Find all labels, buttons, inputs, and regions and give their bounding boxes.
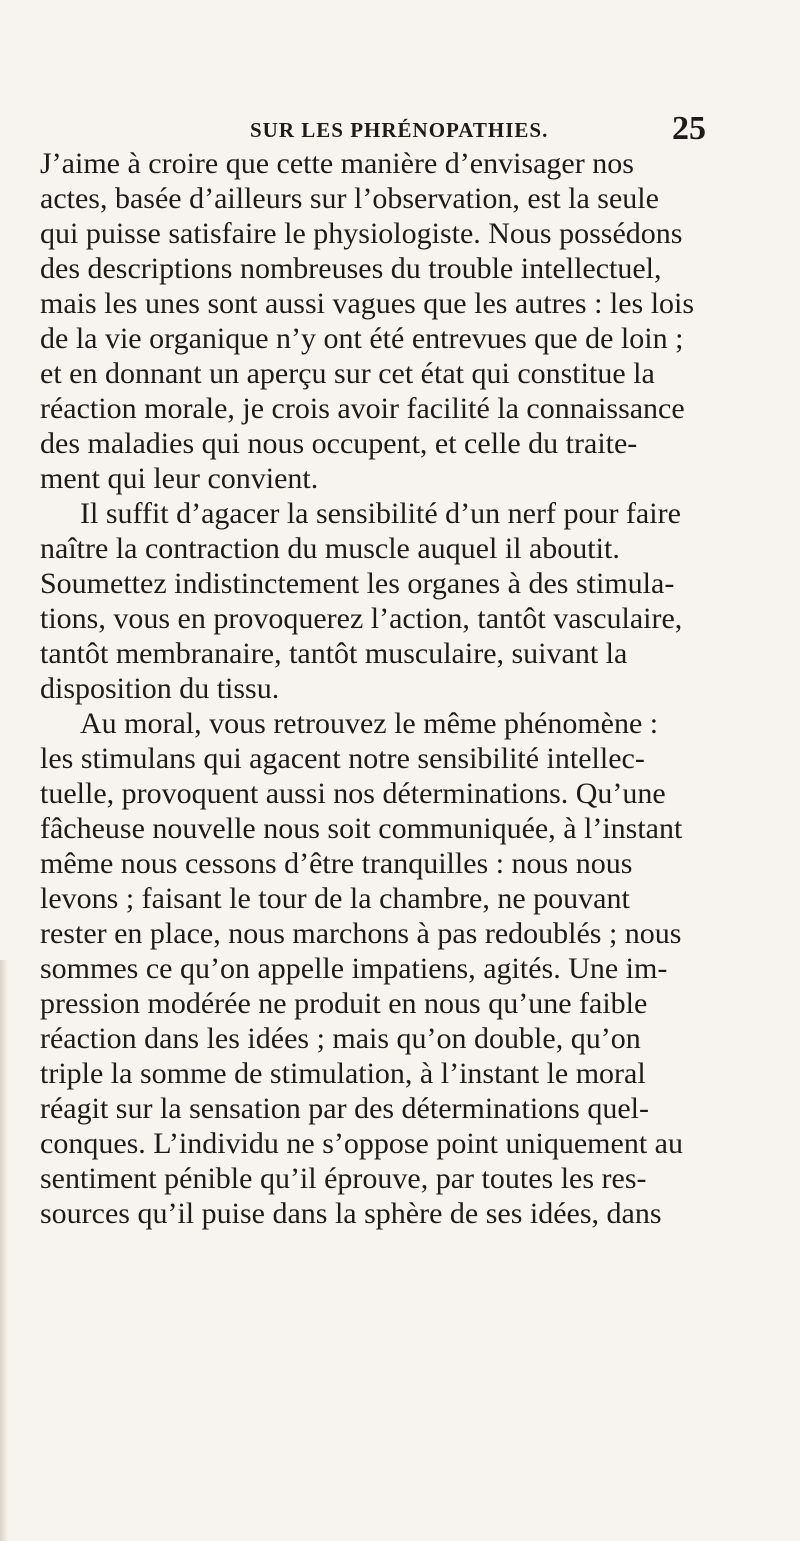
text-line: et en donnant un aperçu sur cet état qui constitue la [40,357,655,390]
text-line: disposition du tissu. [40,672,280,705]
text-line: triple la somme de stimulation, à l’instant le moral [40,1057,646,1090]
text-line: tantôt membranaire, tantôt musculaire, suivant la [40,637,628,670]
text-line: des maladies qui nous occupent, et celle du traite- [40,427,638,460]
page-number: 25 [672,110,706,147]
text-line: réaction morale, je crois avoir facilité la connaissance [40,392,685,425]
text-line: même nous cessons d’être tranquilles : nous nous [40,847,633,880]
text-line: de la vie organique n’y ont été entrevues que de loin ; [40,322,684,355]
text-line: sources qu’il puise dans la sphère de ses idées, dans [40,1197,662,1230]
text-line: pression modérée ne produit en nous qu’une faible [40,987,648,1020]
text-line: les stimulans qui agacent notre sensibilité intellec- [40,742,645,775]
text-line: Soumettez indistinctement les organes à des stimula- [40,567,675,600]
text-line: Il suffit d’agacer la sensibilité d’un nerf pour faire [80,497,681,530]
text-line: naître la contraction du muscle auquel il aboutit. [40,532,620,565]
text-line: rester en place, nous marchons à pas redoublés ; nous [40,917,682,950]
text-line: fâcheuse nouvelle nous soit communiquée, à l’instant [40,812,683,845]
text-line: des descriptions nombreuses du trouble intellectuel, [40,252,662,285]
running-title: SUR LES PHRÉNOPATHIES. [250,118,549,142]
text-line: Au moral, vous retrouvez le même phénomène : [80,707,659,740]
running-head [40,110,760,150]
text-line: tuelle, provoquent aussi nos déterminations. Qu’une [40,777,666,810]
text-line: réaction dans les idées ; mais qu’on double, qu’on [40,1022,641,1055]
text-line: conques. L’individu ne s’oppose point uniquement au [40,1127,683,1160]
text-line: mais les unes sont aussi vagues que les autres : les lois [40,287,695,320]
text-line: réagit sur la sensation par des déterminations quel- [40,1092,649,1125]
text-line: J’aime à croire que cette manière d’envisager nos [40,147,634,180]
text-line: levons ; faisant le tour de la chambre, ne pouvant [40,882,630,915]
text-line: sommes ce qu’on appelle impatiens, agités. Une im- [40,952,668,985]
text-line: ment qui leur convient. [40,462,319,495]
text-line: sentiment pénible qu’il éprouve, par toutes les res- [40,1162,647,1195]
text-line: qui puisse satisfaire le physiologiste. Nous possédons [40,217,683,250]
text-line: tions, vous en provoquerez l’action, tantôt vasculaire, [40,602,683,635]
page-binding-shadow [0,960,8,1541]
text-line: actes, basée d’ailleurs sur l’observation, est la seule [40,182,659,215]
